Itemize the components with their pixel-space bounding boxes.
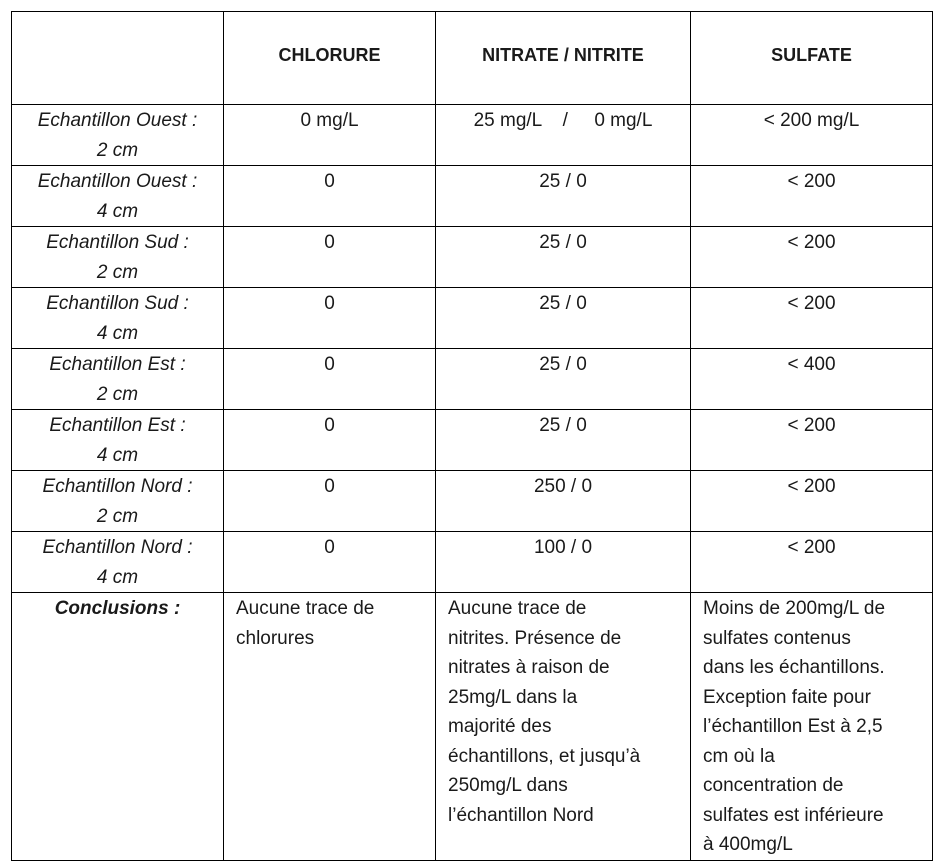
table-row	[12, 288, 933, 349]
sulfate-cell: < 400	[691, 349, 933, 410]
sample-name-cell	[12, 532, 224, 593]
chlorure-cell: 0	[224, 227, 436, 288]
conclusion-line: 25mg/L dans la	[448, 686, 578, 708]
conclusion-line: nitrites. Présence de	[448, 627, 622, 649]
sample-name-cell	[12, 166, 224, 227]
sample-name-line: Echantillon Est :	[49, 354, 186, 375]
chlorure-cell: 0	[224, 288, 436, 349]
conclusion-line: concentration de	[703, 775, 844, 796]
sample-name-line: 4 cm	[96, 322, 139, 344]
sample-name-line: 2 cm	[96, 139, 139, 161]
sample-name-cell	[12, 227, 224, 288]
table-row	[12, 349, 933, 410]
sample-name-line: 4 cm	[96, 444, 139, 466]
conclusion-line: l’échantillon Est à 2,5	[703, 716, 883, 737]
chlorure-cell: 0	[224, 471, 436, 532]
sample-name-cell	[12, 471, 224, 532]
nitrate-nitrite-cell: 25 / 0	[436, 410, 691, 471]
nitrate-nitrite-cell: 25 / 0	[436, 227, 691, 288]
nitrate-nitrite-cell: 100 / 0	[436, 532, 691, 593]
nitrate-nitrite-cell: 25 / 0	[436, 349, 691, 410]
conclusion-line: nitrates à raison de	[448, 657, 610, 678]
sample-name-line: Echantillon Ouest :	[37, 171, 198, 192]
conclusion-chlorure	[224, 593, 436, 861]
table-row	[12, 471, 933, 532]
sulfate-cell: < 200	[691, 471, 933, 532]
conclusions-row	[12, 593, 933, 861]
conclusion-line: échantillons, et jusqu’à	[448, 745, 641, 767]
sample-name-line: 4 cm	[96, 566, 139, 588]
results-table	[11, 11, 933, 861]
sample-name-line: Echantillon Nord :	[42, 476, 193, 497]
header-empty-cell	[12, 12, 224, 105]
sample-name-line: Echantillon Sud :	[46, 293, 189, 314]
conclusion-nitrate-nitrite	[436, 593, 691, 861]
sample-name-cell	[12, 288, 224, 349]
sample-name-cell	[12, 105, 224, 166]
conclusion-line: chlorures	[236, 627, 315, 649]
nitrate-nitrite-cell: 25 / 0	[436, 288, 691, 349]
sulfate-cell: < 200	[691, 166, 933, 227]
sample-name-line: 2 cm	[96, 261, 139, 283]
conclusion-line: à 400mg/L	[703, 834, 793, 855]
conclusion-line: Aucune trace de	[448, 598, 587, 619]
nitrate-nitrite-cell: 250 / 0	[436, 471, 691, 532]
sulfate-cell: < 200	[691, 532, 933, 593]
table-row	[12, 227, 933, 288]
sample-name-cell	[12, 410, 224, 471]
conclusion-line: l’échantillon Nord	[448, 804, 594, 826]
conclusion-line: sulfates est inférieure	[703, 804, 884, 826]
conclusion-line: cm où la	[703, 745, 775, 767]
sample-name-line: 2 cm	[96, 383, 139, 405]
table-row	[12, 410, 933, 471]
nitrate-nitrite-cell: 25 / 0	[436, 166, 691, 227]
sample-name-line: 4 cm	[96, 200, 139, 222]
sample-name-line: Echantillon Est :	[49, 415, 186, 436]
header-nitrate-nitrite: NITRATE / NITRITE	[436, 12, 691, 105]
chlorure-cell: 0 mg/L	[224, 105, 436, 166]
table-row	[12, 166, 933, 227]
sulfate-cell: < 200	[691, 410, 933, 471]
sample-name-line: Echantillon Sud :	[46, 232, 189, 253]
conclusion-line: majorité des	[448, 716, 552, 737]
sample-name-line: 2 cm	[96, 505, 139, 527]
header-row	[12, 12, 933, 105]
conclusion-line: sulfates contenus	[703, 627, 851, 649]
conclusion-line: Moins de 200mg/L de	[703, 598, 886, 619]
conclusion-line: dans les échantillons.	[703, 657, 885, 678]
sample-name-line: Echantillon Nord :	[42, 537, 193, 558]
chlorure-cell: 0	[224, 410, 436, 471]
sample-name-cell	[12, 349, 224, 410]
sulfate-cell: < 200	[691, 227, 933, 288]
sulfate-cell: < 200	[691, 288, 933, 349]
header-sulfate: SULFATE	[691, 12, 933, 105]
sample-name-line: Echantillon Ouest :	[37, 110, 198, 131]
chlorure-cell: 0	[224, 349, 436, 410]
conclusion-line: Aucune trace de	[236, 598, 375, 619]
conclusions-label: Conclusions :	[12, 593, 224, 861]
header-chlorure: CHLORURE	[224, 12, 436, 105]
table-row	[12, 532, 933, 593]
conclusion-line: 250mg/L dans	[448, 775, 568, 796]
chlorure-cell: 0	[224, 532, 436, 593]
nitrate-nitrite-cell: 25 mg/L / 0 mg/L	[436, 105, 691, 166]
sulfate-cell: < 200 mg/L	[691, 105, 933, 166]
conclusion-line: Exception faite pour	[703, 686, 871, 708]
conclusion-sulfate	[691, 593, 933, 861]
table-row	[12, 105, 933, 166]
chlorure-cell: 0	[224, 166, 436, 227]
